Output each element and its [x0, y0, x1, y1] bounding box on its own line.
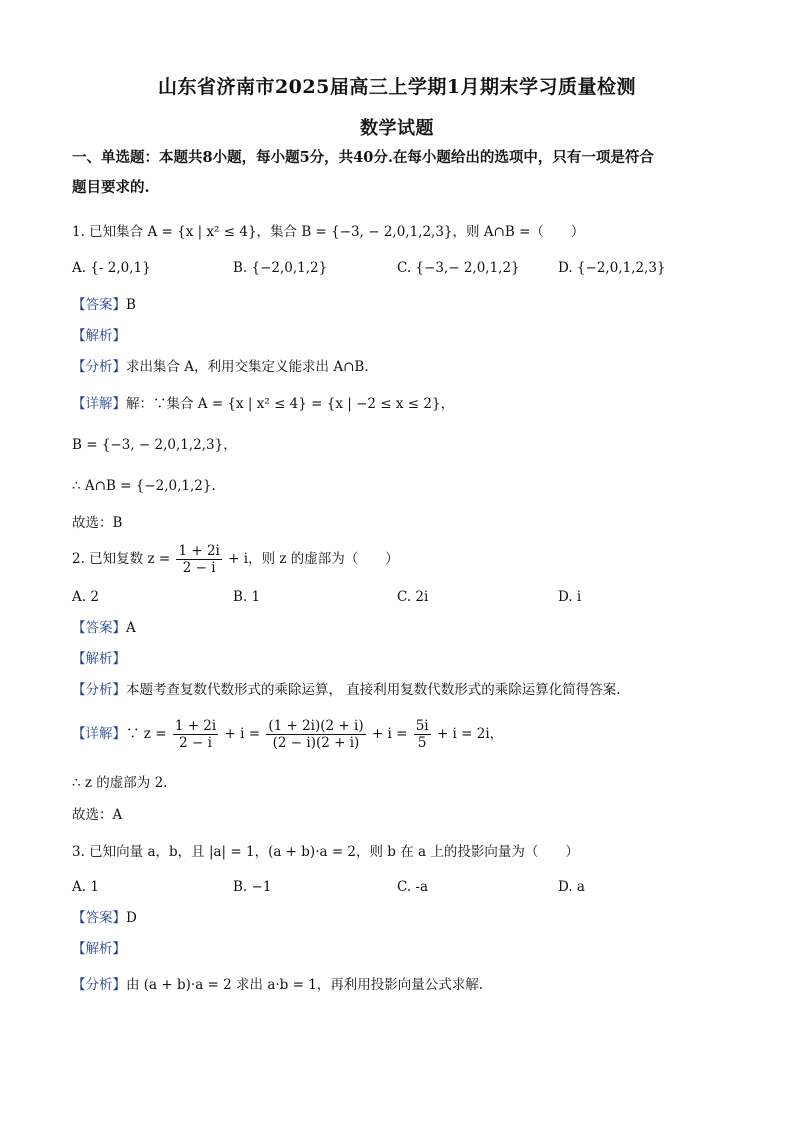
document-subtitle: 数学试题 — [360, 118, 434, 139]
q1-fenxi: 求出集合 A，利用交集定义能求出 A∩B. — [126, 359, 369, 375]
q2-f2-denominator: (2 − i)(2 + i) — [272, 735, 360, 751]
q2-option-d: D. i — [558, 589, 582, 605]
q1-choose: 故选：B — [72, 515, 123, 531]
analysis-tag: 【解析】 — [72, 328, 126, 344]
q2-fenxi: 本题考查复数代数形式的乘除运算， 直接利用复数代数形式的乘除运算化简得答案. — [126, 682, 621, 698]
q3-fenxi: 由 (a + b)·a = 2 求出 a·b = 1，再利用投影向量公式求解. — [126, 977, 484, 993]
xiangjie-tag: 【详解】 — [72, 726, 126, 742]
q2-option-b: B. 1 — [233, 589, 261, 605]
q2-stem-numerator: 1 + 2i — [178, 543, 220, 559]
q2-detail-pre: ∵ z = — [126, 726, 167, 742]
q3-stem: 3. 已知向量 a，b，且 |a| = 1，(a + b)·a = 2，则 b 在 a 上的投影向量为（ ） — [72, 844, 579, 860]
q1-detail-line3: ∴ A∩B = {−2,0,1,2}. — [72, 478, 216, 494]
fenxi-tag: 【分析】 — [72, 359, 126, 375]
q1-detail-1: 解：∵集合 A = {x | x² ≤ 4} = {x | −2 ≤ x ≤ 2}， — [126, 396, 455, 412]
document-title: 山东省济南市2025届高三上学期1月期末学习质量检测 — [157, 76, 637, 98]
answer-tag: 【答案】 — [72, 297, 126, 313]
q1-answer-line — [72, 295, 136, 315]
q2-option-c: C. 2i — [397, 589, 429, 605]
q1-option-a: A. {- 2,0,1} — [72, 260, 151, 276]
answer-tag: 【答案】 — [72, 620, 126, 636]
q2-f3-denominator: 5 — [417, 735, 427, 751]
q2-f3-numerator: 5i — [415, 718, 429, 734]
q2-stem-pre: 2. 已知复数 z = — [72, 551, 171, 567]
q3-option-b: B. −1 — [233, 879, 272, 895]
q1-analysis-tag — [72, 326, 126, 346]
q3-option-a: A. 1 — [72, 879, 99, 895]
q2-detail-mid2: + i = — [371, 726, 408, 742]
q3-option-d: D. a — [558, 879, 585, 895]
q2-detail-fraction-3 — [414, 718, 431, 751]
q1-option-d: D. {−2,0,1,2,3} — [558, 260, 666, 276]
analysis-tag: 【解析】 — [72, 651, 126, 667]
q2-f1-numerator: 1 + 2i — [174, 718, 217, 734]
q2-detail-fraction-2 — [266, 718, 365, 751]
q2-answer-line — [72, 618, 136, 638]
q2-detail-line — [72, 714, 503, 754]
q2-choose: 故选：A — [72, 807, 123, 823]
q1-answer: B — [126, 297, 136, 313]
q2-answer: A — [126, 620, 136, 636]
fenxi-tag: 【分析】 — [72, 682, 126, 698]
q2-f2-numerator: (1 + 2i)(2 + i) — [268, 718, 364, 734]
q3-answer: D — [126, 910, 137, 926]
q1-fenxi-line — [72, 357, 369, 377]
q1-option-b: B. {−2,0,1,2} — [233, 260, 328, 276]
q1-detail-line2: B = {−3, − 2,0,1,2,3}， — [72, 437, 237, 453]
q2-stem-denominator: 2 − i — [182, 560, 216, 576]
answer-tag: 【答案】 — [72, 910, 126, 926]
q2-analysis-tag — [72, 649, 126, 669]
q1-option-c: C. {−3,− 2,0,1,2} — [397, 260, 520, 276]
section-heading-line1: 一、单选题：本题共8小题，每小题5分，共40分.在每小题给出的选项中，只有一项是符合 — [72, 149, 654, 166]
q3-fenxi-line — [72, 975, 483, 995]
q2-fenxi-line — [72, 680, 621, 700]
q1-detail-line1 — [72, 394, 454, 414]
q2-stem — [72, 540, 399, 578]
section-heading-line2: 题目要求的. — [72, 179, 150, 196]
q2-stem-post: + i，则 z 的虚部为（ ） — [228, 551, 399, 567]
xiangjie-tag: 【详解】 — [72, 396, 126, 412]
q2-conclusion: ∴ z 的虚部为 2. — [72, 775, 168, 791]
q2-detail-mid1: + i = — [224, 726, 261, 742]
q2-option-a: A. 2 — [72, 589, 99, 605]
q3-analysis-tag — [72, 939, 126, 959]
q3-option-c: C. -a — [397, 879, 429, 895]
q2-detail-fraction-1 — [173, 718, 218, 751]
q1-stem: 1. 已知集合 A = {x | x² ≤ 4}，集合 B = {−3, − 2,0,1,2,3}，则 A∩B =（ ） — [72, 224, 585, 240]
q2-detail-tail: + i = 2i， — [436, 726, 504, 742]
q3-answer-line — [72, 908, 137, 928]
q2-f1-denominator: 2 − i — [179, 735, 212, 751]
fenxi-tag: 【分析】 — [72, 977, 126, 993]
q2-stem-fraction — [176, 543, 221, 576]
analysis-tag: 【解析】 — [72, 941, 126, 957]
